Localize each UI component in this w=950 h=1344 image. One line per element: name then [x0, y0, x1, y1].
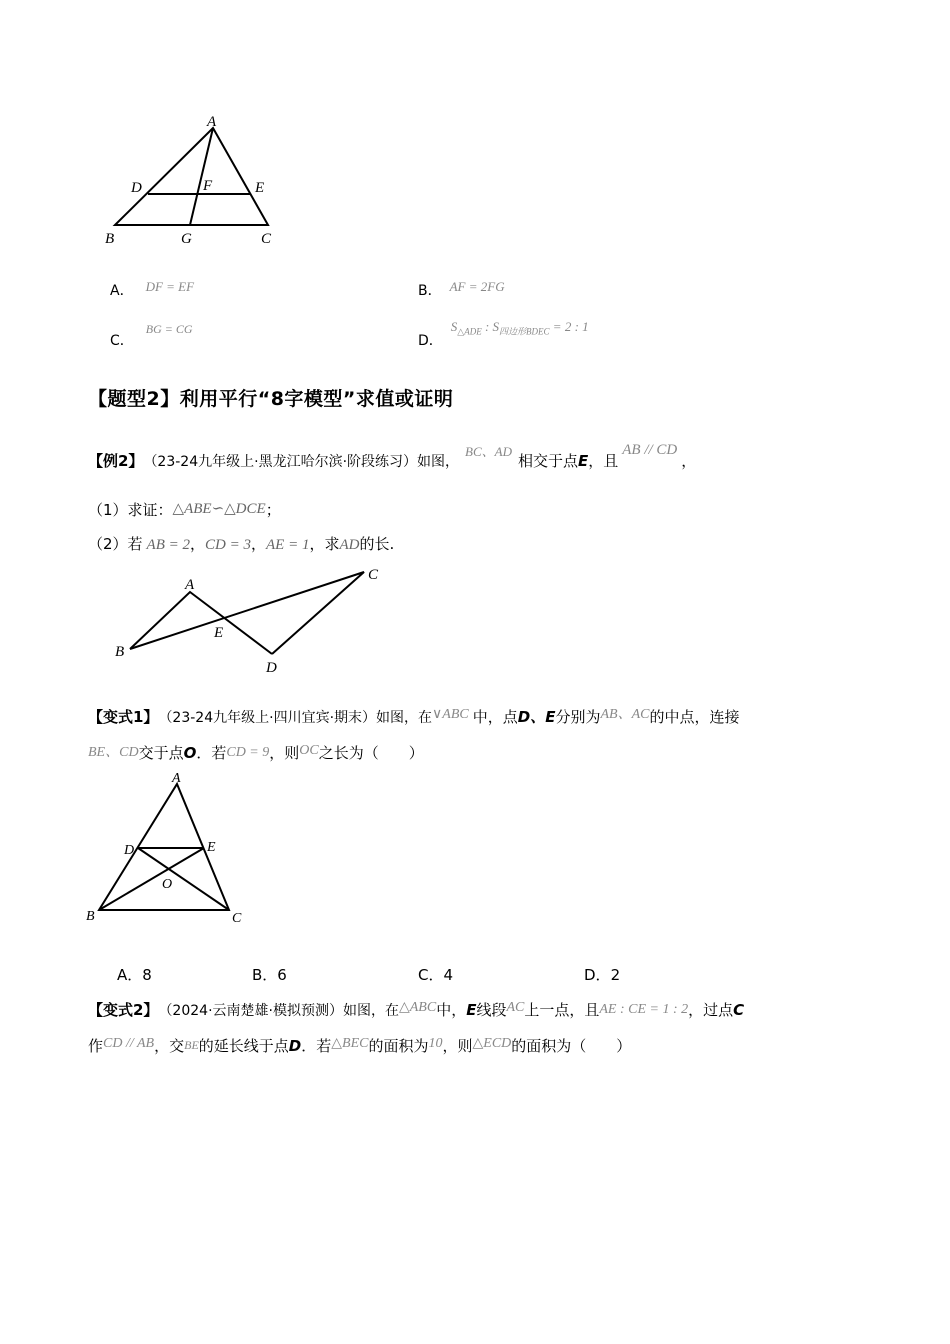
s1: S: [450, 319, 458, 334]
option-label: C．: [110, 333, 134, 349]
math-bc-ad: BC、AD: [465, 444, 512, 459]
variant1-line1: [88, 706, 739, 727]
label-a: A: [185, 577, 195, 593]
label-b: B: [115, 644, 125, 660]
label-d: D: [266, 660, 277, 676]
point-d: D: [288, 1037, 302, 1055]
point-c: C: [733, 1001, 745, 1019]
math: BE: [184, 1038, 199, 1052]
text: ，求: [309, 535, 340, 553]
point-e: E: [466, 1001, 477, 1019]
label-f: F: [203, 178, 213, 194]
math: AD: [339, 537, 360, 553]
q1-option-c[interactable]: [110, 322, 193, 350]
label-b: B: [86, 909, 95, 924]
math: ∨ABC: [432, 707, 469, 722]
variant1-line2: [88, 742, 424, 763]
label-d: D: [131, 180, 142, 196]
math: AB = 2: [146, 537, 190, 553]
text: 作: [88, 1037, 104, 1055]
math: AE = 1: [266, 537, 310, 553]
option-label: B．: [252, 966, 278, 984]
text: 的长.: [359, 535, 395, 553]
math: CD = 3: [205, 537, 251, 553]
option-value: 6: [277, 966, 287, 984]
section-heading-2: 【题型2】利用平行“8字模型”求值或证明: [88, 388, 454, 410]
variant1-option-d[interactable]: [584, 964, 620, 985]
math-ab-cd: AB // CD: [622, 442, 678, 458]
segment-ag: [190, 128, 213, 225]
option-label: C．: [418, 966, 444, 984]
figure-eight-model: [110, 562, 400, 680]
variant1-option-a[interactable]: [117, 964, 152, 985]
triangle-abc: [115, 128, 268, 225]
math: AB、AC: [600, 707, 650, 722]
variant1-option-c[interactable]: [418, 964, 453, 985]
example-source: （23-24九年级上·黑龙江哈尔滨·阶段练习）如图，: [143, 454, 460, 470]
q1-option-a[interactable]: [110, 280, 194, 300]
label-a: A: [172, 772, 181, 786]
label-c: C: [261, 231, 272, 247]
label-d: D: [124, 843, 135, 858]
text: ，则: [269, 744, 300, 762]
variant-tag: 【变式1】: [88, 708, 159, 726]
text: ，且: [588, 452, 619, 470]
math-similar: △ABE∽△DCE: [172, 501, 266, 517]
part-label: （2）若: [88, 535, 143, 553]
label-a: A: [207, 114, 217, 130]
figure-triangle-1: [95, 110, 295, 250]
option-label: B．: [418, 283, 442, 299]
variant2-line1: [88, 999, 744, 1020]
math: AC: [506, 1000, 525, 1015]
path-b-a-d: [130, 592, 272, 654]
sep: ，: [250, 535, 266, 553]
label-c: C: [368, 567, 379, 583]
variant2-line2: [88, 1035, 631, 1056]
text: ，交: [154, 1037, 185, 1055]
text: ，过点: [688, 1001, 734, 1019]
math: △BEC: [331, 1036, 369, 1051]
label-e: E: [207, 840, 216, 855]
text: ．若: [196, 744, 227, 762]
example2-part2: [88, 533, 394, 554]
variant-source: （23-24九年级上·四川宜宾·期末）如图，在: [158, 710, 433, 726]
path-b-c-d: [130, 572, 364, 654]
text: ；: [265, 501, 281, 519]
sub2: 四边形BDEC: [499, 326, 550, 337]
math: OC: [299, 743, 319, 758]
text: 上一点，且: [524, 1001, 600, 1019]
option-expr: BG = CG: [145, 322, 193, 336]
option-value: 4: [443, 966, 454, 984]
math: CD = 9: [226, 745, 270, 760]
option-value: 8: [142, 966, 152, 984]
option-value: 2: [610, 966, 621, 984]
text: 的面积为（ ）: [511, 1037, 632, 1055]
text: 中，: [436, 1001, 467, 1019]
point-e: E: [578, 452, 589, 470]
variant-tag: 【变式2】: [88, 1001, 159, 1019]
option-label: A．: [110, 283, 134, 299]
text: 的中点，连接: [649, 708, 740, 726]
text: 交于点: [138, 744, 184, 762]
label-b: B: [105, 231, 115, 247]
text: ，则: [442, 1037, 473, 1055]
part-label: （1）求证：: [88, 501, 173, 519]
text: 的延长线于点: [198, 1037, 289, 1055]
q1-option-d[interactable]: [418, 319, 589, 352]
example2-part1: [88, 499, 281, 520]
label-o: O: [162, 877, 173, 892]
sep: ，: [190, 535, 206, 553]
example-tag: 【例2】: [88, 452, 144, 470]
s2: S: [492, 319, 500, 334]
tail: = 2 : 1: [549, 319, 589, 334]
math: BE、CD: [88, 745, 139, 760]
option-label: D．: [584, 966, 611, 984]
text: 之长为（ ）: [318, 744, 424, 762]
q1-option-b[interactable]: [418, 280, 505, 300]
math: 10: [428, 1036, 443, 1051]
variant-source: （2024·云南楚雄·模拟预测）如图，在: [158, 1003, 399, 1019]
example2-stem: [88, 442, 697, 471]
text: ，: [681, 452, 697, 470]
option-label: D．: [418, 333, 443, 349]
sub1: △ADE: [457, 326, 482, 337]
option-expr: DF = EF: [145, 279, 195, 294]
colon: :: [481, 319, 493, 334]
text: ．若: [301, 1037, 332, 1055]
variant1-option-b[interactable]: [252, 964, 287, 985]
text: 的面积为: [368, 1037, 429, 1055]
point-o: O: [183, 744, 197, 762]
label-c: C: [232, 911, 242, 926]
text: 相交于点: [517, 452, 578, 470]
math: AE : CE = 1 : 2: [599, 1002, 689, 1017]
text: 分别为: [555, 708, 601, 726]
math: △ECD: [472, 1036, 512, 1051]
option-expr: AF = 2FG: [449, 279, 505, 294]
label-g: G: [181, 231, 192, 247]
option-expr-d: [451, 319, 589, 338]
label-e: E: [214, 625, 224, 641]
points: D、E: [517, 708, 556, 726]
option-label: A．: [117, 966, 143, 984]
text: 中，点: [472, 708, 518, 726]
figure-triangle-3: [82, 772, 252, 932]
math: △ABC: [398, 1000, 437, 1015]
math: CD // AB: [103, 1036, 155, 1051]
text: 线段: [476, 1001, 507, 1019]
label-e: E: [255, 180, 265, 196]
